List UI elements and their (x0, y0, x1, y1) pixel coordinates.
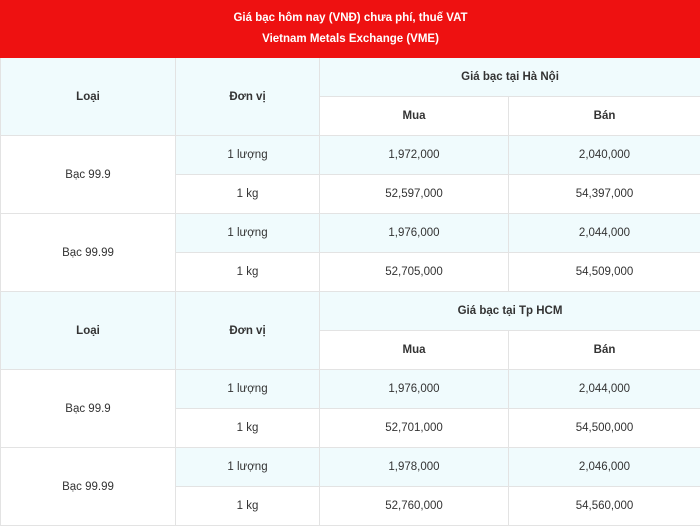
table-title (1, 1, 700, 58)
silver-type-cell: Bạc 99.9 (1, 136, 176, 214)
unit-cell: 1 kg (176, 253, 320, 292)
buy-price-cell: 52,597,000 (320, 175, 509, 214)
title-line-1: Giá bạc hôm nay (VNĐ) chưa phí, thuế VAT (233, 12, 468, 24)
col-type-header: Loại (1, 292, 176, 370)
silver-type-cell: Bạc 99.99 (1, 448, 176, 526)
region-header: Giá bạc tại Hà Nội (320, 58, 700, 97)
table-row (1, 448, 700, 487)
section-header-row (1, 292, 700, 331)
buy-price-cell: 52,760,000 (320, 487, 509, 526)
unit-cell: 1 lượng (176, 448, 320, 487)
col-type-header: Loại (1, 58, 176, 136)
unit-cell: 1 kg (176, 409, 320, 448)
buy-price-cell: 1,976,000 (320, 214, 509, 253)
unit-cell: 1 lượng (176, 214, 320, 253)
buy-price-cell: 1,978,000 (320, 448, 509, 487)
sell-price-cell: 2,044,000 (509, 214, 700, 253)
silver-type-cell: Bạc 99.99 (1, 214, 176, 292)
col-buy-header: Mua (320, 331, 509, 370)
col-sell-header: Bán (509, 331, 700, 370)
sell-price-cell: 54,560,000 (509, 487, 700, 526)
region-header: Giá bạc tại Tp HCM (320, 292, 700, 331)
title-line-2: Vietnam Metals Exchange (VME) (262, 33, 439, 45)
unit-cell: 1 lượng (176, 370, 320, 409)
unit-cell: 1 kg (176, 487, 320, 526)
silver-type-cell: Bạc 99.9 (1, 370, 176, 448)
sell-price-cell: 54,509,000 (509, 253, 700, 292)
sell-price-cell: 2,044,000 (509, 370, 700, 409)
section-header-row (1, 58, 700, 97)
col-unit-header: Đơn vị (176, 58, 320, 136)
unit-cell: 1 kg (176, 175, 320, 214)
sell-price-cell: 54,397,000 (509, 175, 700, 214)
col-unit-header: Đơn vị (176, 292, 320, 370)
table-row (1, 136, 700, 175)
buy-price-cell: 52,705,000 (320, 253, 509, 292)
col-sell-header: Bán (509, 97, 700, 136)
unit-cell: 1 lượng (176, 136, 320, 175)
table-banner (1, 1, 700, 58)
sell-price-cell: 2,040,000 (509, 136, 700, 175)
sell-price-cell: 54,500,000 (509, 409, 700, 448)
sell-price-cell: 2,046,000 (509, 448, 700, 487)
table-row (1, 214, 700, 253)
table-row (1, 370, 700, 409)
buy-price-cell: 1,972,000 (320, 136, 509, 175)
buy-price-cell: 1,976,000 (320, 370, 509, 409)
buy-price-cell: 52,701,000 (320, 409, 509, 448)
col-buy-header: Mua (320, 97, 509, 136)
